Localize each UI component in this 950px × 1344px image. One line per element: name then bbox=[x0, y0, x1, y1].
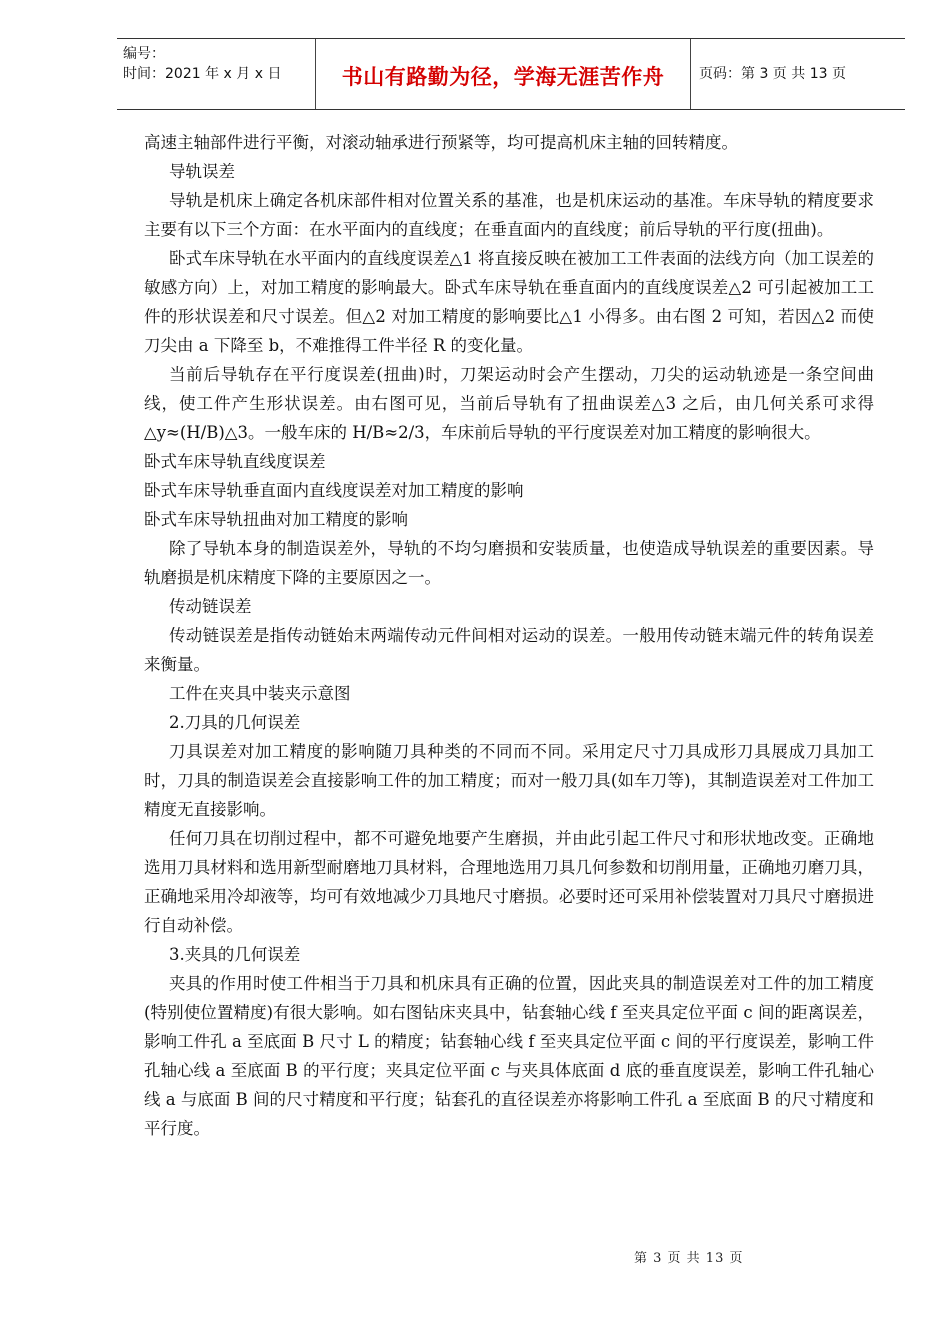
paragraph: 除了导轨本身的制造误差外，导轨的不均匀磨损和安装质量，也使造成导轨误差的重要因素。导轨磨损是机床精度下降的主要原因之一。 bbox=[144, 539, 874, 587]
paragraph: 传动链误差 bbox=[169, 597, 252, 616]
header-meta-cell bbox=[117, 39, 315, 109]
paragraph: 导轨误差 bbox=[169, 162, 235, 181]
paragraph: 夹具的作用时使工件相当于刀具和机床具有正确的位置，因此夹具的制造误差对工件的加工精度(特别使位置精度)有很大影响。如右图钻床夹具中，钻套轴心线 f 至夹具定位平面 c 间的距离误差，影响工件孔 a 至底面 B 尺寸 L 的精度；钻套轴心线 f 至夹具定位平面 c 间的平行度误差，影响工件孔轴心线 a 至底面 B 的平行度；夹具定位平面 c 与夹具体底面 d 底的垂直度误差，影响工件孔轴心线 a 与底面 B 间的尺寸精度和平行度；钻套孔的直径误差亦将影响工件孔 a 至底面 B 的尺寸精度和平行度。 bbox=[144, 974, 874, 1138]
paragraph: 2.刀具的几何误差 bbox=[169, 713, 301, 732]
document-body bbox=[144, 128, 874, 1143]
document-number-label: 编号： bbox=[123, 46, 165, 62]
header-page-cell bbox=[691, 39, 905, 109]
header-motto-cell bbox=[315, 39, 691, 109]
paragraph: 3.夹具的几何误差 bbox=[169, 945, 301, 964]
page-footer: 第 3 页 共 13 页 bbox=[634, 1251, 744, 1266]
paragraph: 任何刀具在切削过程中，都不可避免地要产生磨损，并由此引起工件尺寸和形状地改变。正确地选用刀具材料和选用新型耐磨地刀具材料，合理地选用刀具几何参数和切削用量，正确地刃磨刀具，正确地采用冷却液等，均可有效地减少刀具地尺寸磨损。必要时还可采用补偿装置对刀具尺寸磨损进行自动补偿。 bbox=[144, 829, 874, 935]
paragraph: 导轨是机床上确定各机床部件相对位置关系的基准，也是机床运动的基准。车床导轨的精度要求主要有以下三个方面：在水平面内的直线度；在垂直面内的直线度；前后导轨的平行度(扭曲)。 bbox=[144, 191, 874, 239]
paragraph: 卧式车床导轨直线度误差 bbox=[144, 452, 326, 471]
paragraph: 刀具误差对加工精度的影响随刀具种类的不同而不同。采用定尺寸刀具成形刀具展成刀具加工时，刀具的制造误差会直接影响工件的加工精度；而对一般刀具(如车刀等)，其制造误差对工件加工精度无直接影响。 bbox=[144, 742, 874, 819]
paragraph: 卧式车床导轨在水平面内的直线度误差△1 将直接反映在被加工工件表面的法线方向（加工误差的敏感方向）上，对加工精度的影响最大。卧式车床导轨在垂直面内的直线度误差△2 可引起被加工工件的形状误差和尺寸误差。但△2 对加工精度的影响要比△1 小得多。由右图 2 可知，若因△2 而使刀尖由 a 下降至 b，不难推得工件半径 R 的变化量。 bbox=[144, 249, 874, 355]
paragraph: 传动链误差是指传动链始末两端传动元件间相对运动的误差。一般用传动链末端元件的转角误差来衡量。 bbox=[144, 626, 874, 674]
paragraph: 工件在夹具中装夹示意图 bbox=[169, 684, 351, 703]
paragraph: 当前后导轨存在平行度误差(扭曲)时，刀架运动时会产生摆动，刀尖的运动轨迹是一条空间曲线，使工件产生形状误差。由右图可见，当前后导轨有了扭曲误差△3 之后，由几何关系可求得△y≈(H/B)△3。一般车床的 H/B≈2/3，车床前后导轨的平行度误差对加工精度的影响很大。 bbox=[144, 365, 874, 442]
header-page-number: 页码：第 3 页 共 13 页 bbox=[699, 66, 846, 82]
page-header bbox=[117, 38, 905, 110]
header-motto: 书山有路勤为径，学海无涯苦作舟 bbox=[341, 65, 665, 89]
paragraph: 卧式车床导轨扭曲对加工精度的影响 bbox=[144, 510, 408, 529]
paragraph: 卧式车床导轨垂直面内直线度误差对加工精度的影响 bbox=[144, 481, 524, 500]
paragraph: 高速主轴部件进行平衡，对滚动轴承进行预紧等，均可提高机床主轴的回转精度。 bbox=[144, 133, 738, 152]
document-time-label: 时间：2021 年 x 月 x 日 bbox=[123, 66, 282, 82]
